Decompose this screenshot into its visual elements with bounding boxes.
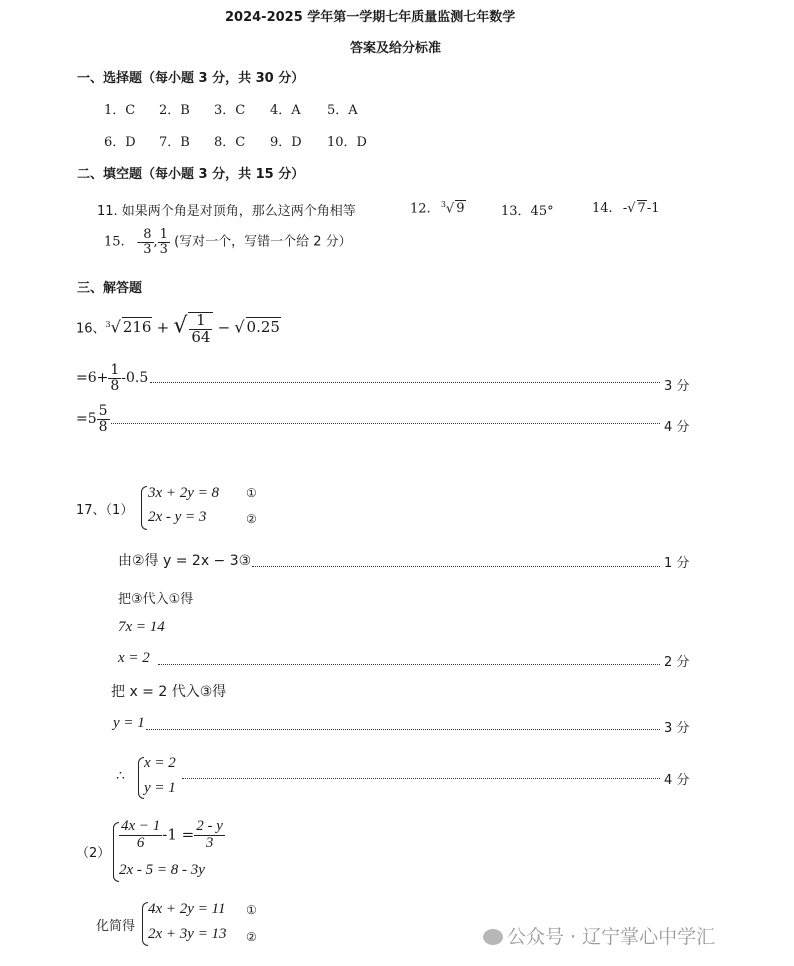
answer-10: 10．D: [327, 135, 367, 150]
simplified-eq1: 4x + 2y = 11: [148, 901, 226, 917]
q17-step-4: x = 2: [118, 650, 150, 666]
section-2-heading: 二、填空题（每小题 3 分，共 15 分）: [77, 167, 305, 182]
simplify-label: 化简得: [96, 919, 136, 934]
system-brace: [141, 486, 147, 530]
q17-step-6: y = 1: [113, 715, 145, 731]
q17-solution-y: y = 1: [144, 780, 176, 796]
q17-step-3: 7x = 14: [118, 619, 165, 635]
answer-5: 5．A: [327, 103, 358, 118]
score: 1 分: [664, 556, 690, 571]
q17-part2-eq2: 2x - 5 = 8 - 3y: [119, 862, 205, 878]
q17-step-2: 把③代入①得: [118, 592, 194, 607]
q17-part2-label: （2）: [76, 846, 111, 861]
answer-15: 15. - $\frac{8}{3}$ , $\frac{1}{3}$ (写对一个，写错一个给 2 分）: [104, 227, 352, 257]
answer-7: 7．B: [159, 135, 190, 150]
answer-14: 14. -√ 7-1: [592, 201, 660, 216]
answer-11: 11. 如果两个角是对顶角，那么这两个角相等: [97, 204, 356, 219]
eq-marker: ①: [246, 486, 257, 500]
answer-1: 1．C: [104, 103, 136, 118]
q17-step-1: 由②得 y = 2x − 3③: [118, 553, 252, 569]
score: 3 分: [664, 379, 690, 394]
eq-marker: ①: [246, 903, 257, 917]
dotted-leader: [150, 382, 660, 383]
q17-part2-eq1: $\frac{4x - 1}{6}$ -1 = $\frac{2 - y}{3}$: [121, 818, 223, 851]
answer-12: 12. $^3$√ 9: [410, 200, 465, 217]
q16-expression: 16、$^3$√ 216 + √ $\frac{1}{64}$ − √ 0.25: [76, 311, 280, 346]
answer-2: 2．B: [159, 103, 190, 118]
score: 2 分: [664, 655, 690, 670]
q17-eq1: 3x + 2y = 8: [148, 485, 220, 501]
watermark: 公众号 · 辽宁掌心中学汇: [483, 922, 715, 949]
score: 4 分: [664, 773, 690, 788]
answer-9: 9．D: [270, 135, 302, 150]
page-title: 2024-2025 学年第一学期七年质量监测七年数学: [225, 10, 516, 25]
dotted-leader: [111, 423, 660, 424]
answer-4: 4．A: [270, 103, 301, 118]
dotted-leader: [158, 664, 660, 665]
answer-6: 6．D: [104, 135, 136, 150]
answer-8: 8．C: [214, 135, 246, 150]
dotted-leader: [182, 778, 660, 779]
q17-eq2: 2x - y = 3: [148, 509, 207, 525]
page-subtitle: 答案及给分标准: [350, 41, 442, 56]
score: 4 分: [664, 420, 690, 435]
section-3-heading: 三、解答题: [77, 281, 143, 296]
dotted-leader: [146, 729, 660, 730]
eq-marker: ②: [246, 512, 257, 526]
answer-13: 13．45°: [501, 204, 554, 219]
answer-3: 3．C: [214, 103, 246, 118]
wechat-icon: [483, 929, 503, 945]
q17-step-5: 把 x = 2 代入③得: [111, 684, 227, 700]
simplified-eq2: 2x + 3y = 13: [148, 926, 227, 942]
therefore-symbol: ∴: [116, 768, 125, 784]
q17-solution-x: x = 2: [144, 755, 176, 771]
q17-label: 17、（1）: [76, 503, 134, 518]
q16-step-2: =5 $\frac{5}{8}$: [76, 403, 108, 435]
q16-step-1: =6+ $\frac{1}{8}$ -0.5: [76, 362, 149, 394]
score: 3 分: [664, 721, 690, 736]
dotted-leader: [252, 566, 660, 567]
section-1-heading: 一、选择题（每小题 3 分，共 30 分）: [77, 71, 305, 86]
eq-marker: ②: [246, 930, 257, 944]
